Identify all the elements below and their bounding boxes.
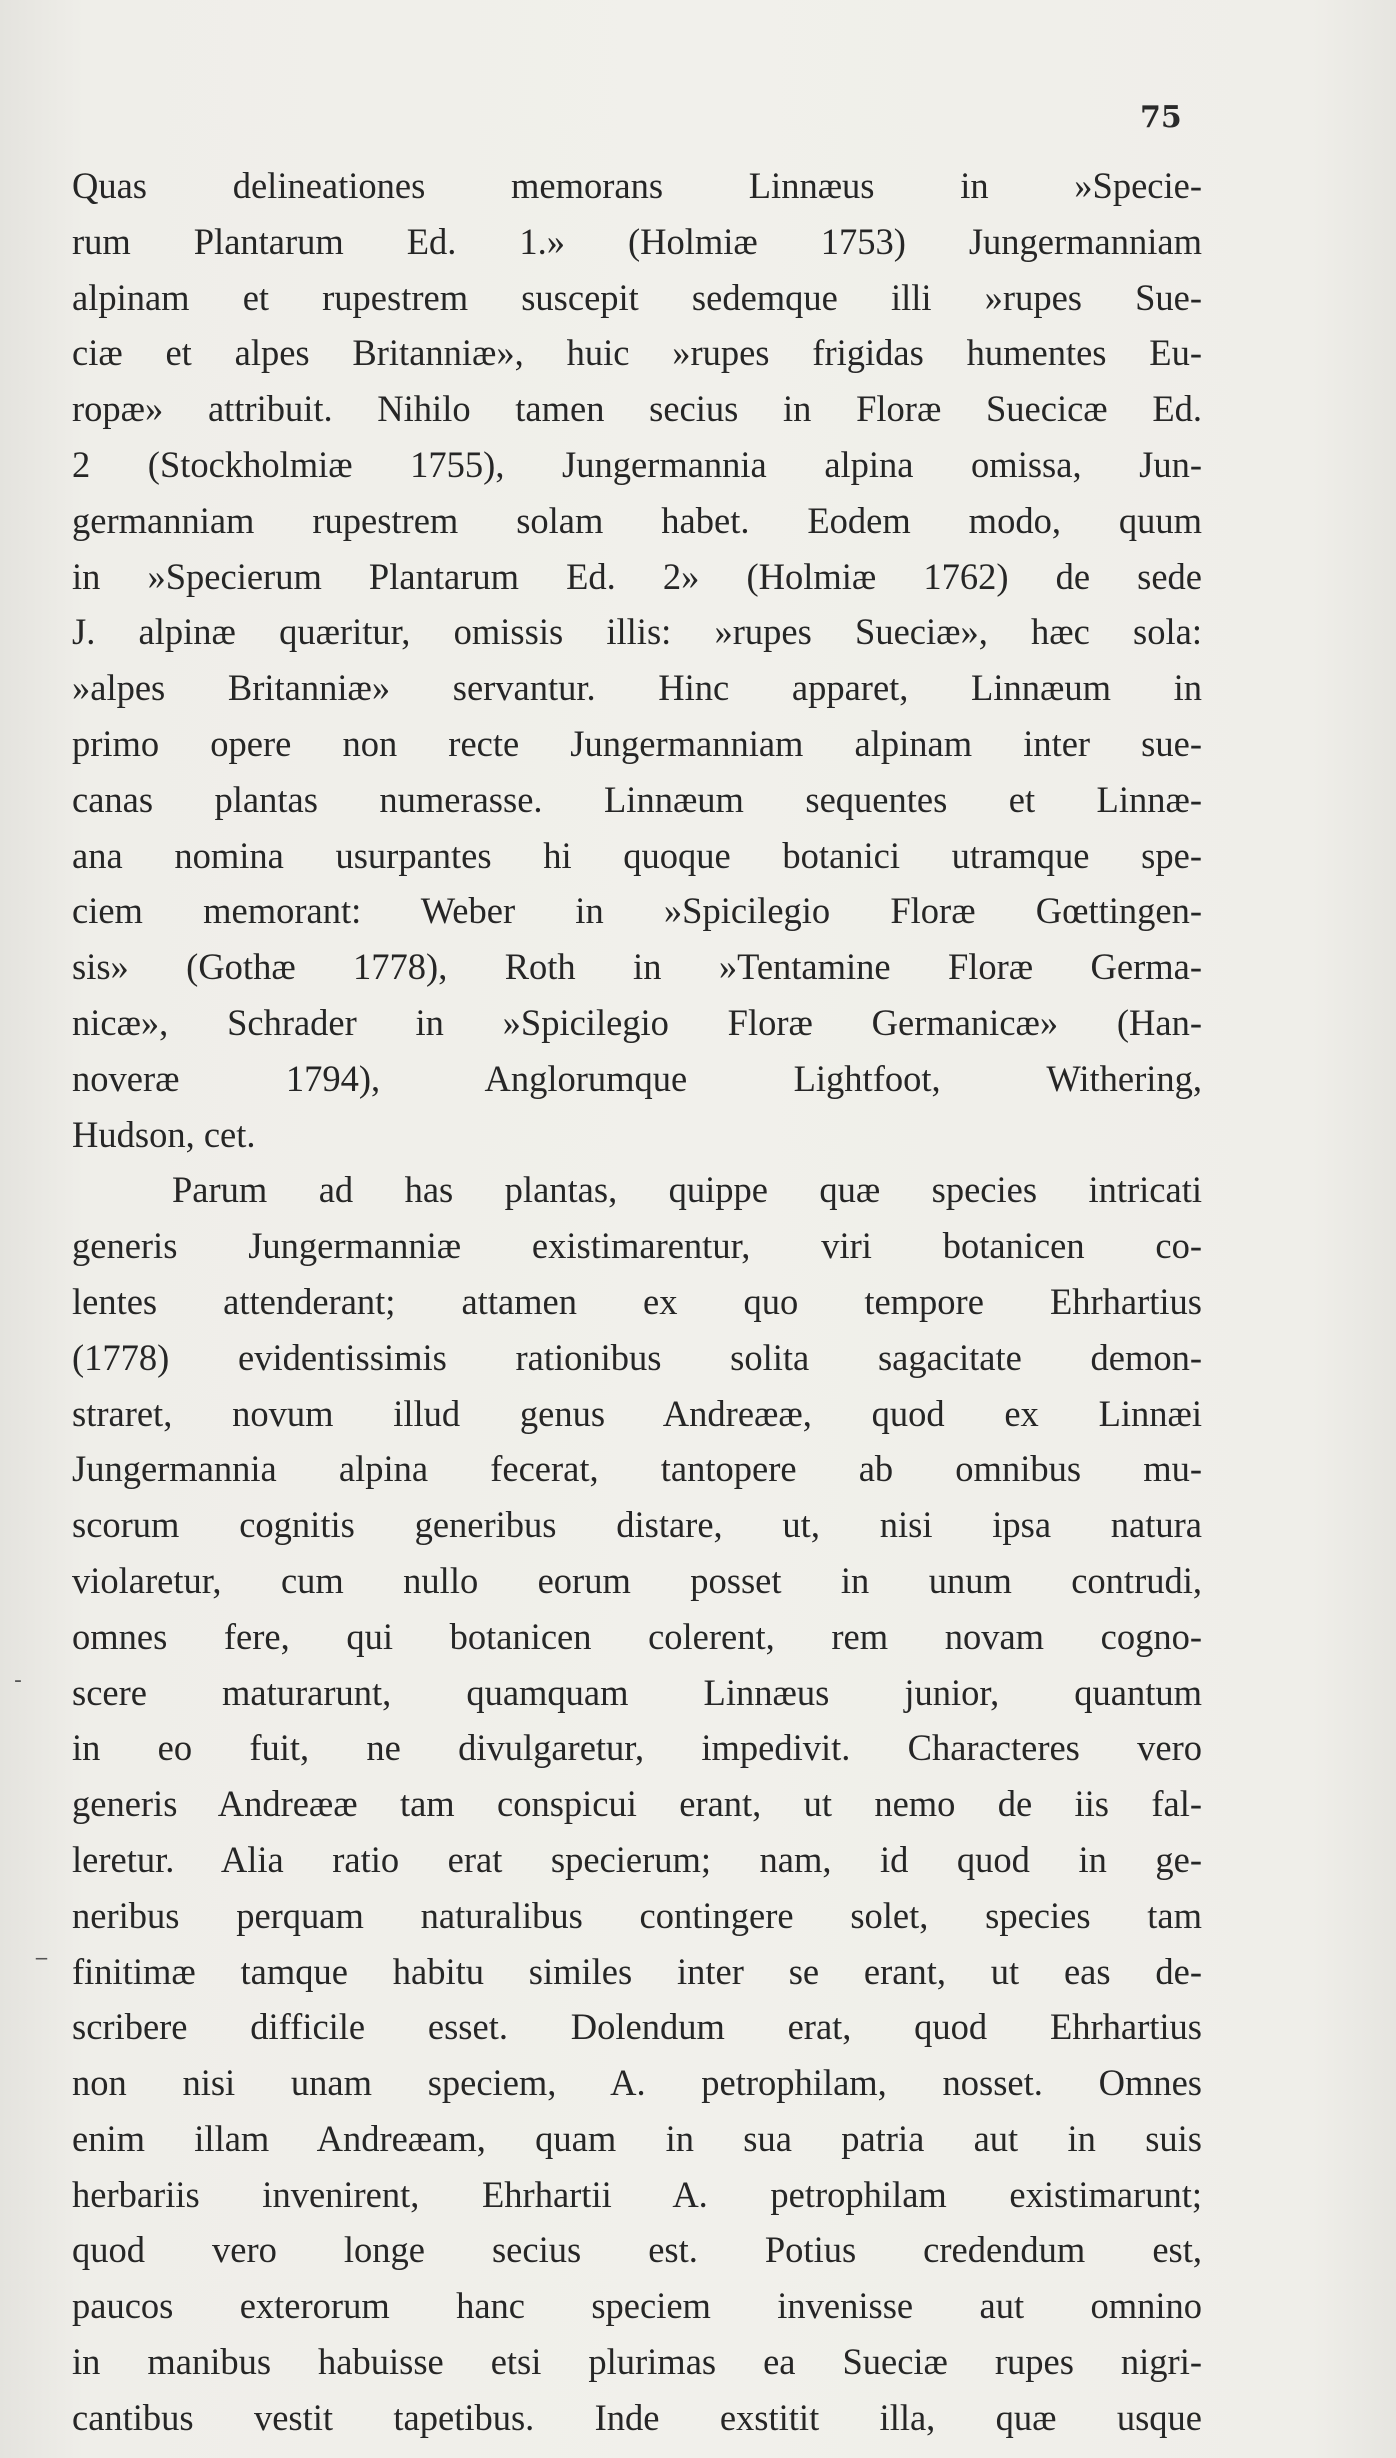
- text-line: straret, novum illud genus Andreææ, quod ex Linnæi: [72, 1392, 1202, 1434]
- text-line: in »Specierum Plantarum Ed. 2» (Holmiæ 1762) de sede: [72, 555, 1202, 597]
- text-line: primo opere non recte Jungermanniam alpinam inter sue-: [72, 722, 1202, 764]
- text-line: neribus perquam naturalibus contingere solet, species tam: [72, 1894, 1202, 1936]
- text-line: ana nomina usurpantes hi quoque botanici utramque spe-: [72, 834, 1202, 876]
- text-line: finitimæ tamque habitu similes inter se erant, ut eas de-: [72, 1950, 1202, 1992]
- text-line: paucos exterorum hanc speciem invenisse aut omnino: [72, 2285, 1202, 2327]
- text-line: violaretur, cum nullo eorum posset in unum contrudi,: [72, 1559, 1202, 1601]
- text-line: germanniam rupestrem solam habet. Eodem modo, quum: [72, 499, 1202, 541]
- text-line: omnes fere, qui botanicen colerent, rem novam cogno-: [72, 1615, 1202, 1657]
- text-line: herbariis invenirent, Ehrhartii A. petrophilam existimarunt;: [72, 2173, 1202, 2215]
- text-line: ciæ et alpes Britanniæ», huic »rupes frigidas humentes Eu-: [72, 332, 1202, 374]
- margin-mark: _: [36, 1935, 47, 1960]
- text-line: noveræ 1794), Anglorumque Lightfoot, Withering,: [72, 1057, 1202, 1099]
- text-line: alpinam et rupestrem suscepit sedemque illi »rupes Sue-: [72, 276, 1202, 318]
- text-line: sis» (Gothæ 1778), Roth in »Tentamine Floræ Germa-: [72, 946, 1202, 988]
- text-line: Parum ad has plantas, quippe quæ species intricati: [172, 1169, 1202, 1211]
- text-line: enim illam Andreæam, quam in sua patria aut in suis: [72, 2117, 1202, 2159]
- margin-mark: -: [14, 1668, 22, 1693]
- page-number: 75: [1140, 100, 1182, 135]
- text-line: quod vero longe secius est. Potius credendum est,: [72, 2229, 1202, 2271]
- text-line: J. alpinæ quæritur, omissis illis: »rupes Sueciæ», hæc sola:: [72, 611, 1202, 653]
- text-line: leretur. Alia ratio erat specierum; nam, id quod in ge-: [72, 1838, 1202, 1880]
- text-line: lentes attenderant; attamen ex quo tempore Ehrhartius: [72, 1280, 1202, 1322]
- text-line: in manibus habuisse etsi plurimas ea Sueciæ rupes nigri-: [72, 2341, 1202, 2383]
- text-line: non nisi unam speciem, A. petrophilam, nosset. Omnes: [72, 2062, 1202, 2104]
- text-line: Quas delineationes memorans Linnæus in »Specie-: [72, 165, 1202, 206]
- text-line: ropæ» attribuit. Nihilo tamen secius in Floræ Suecicæ Ed.: [72, 388, 1202, 430]
- text-line: generis Jungermanniæ existimarentur, viri botanicen co-: [72, 1225, 1202, 1267]
- text-line: (1778) evidentissimis rationibus solita sagacitate demon-: [72, 1336, 1202, 1378]
- text-line: 2 (Stockholmiæ 1755), Jungermannia alpina omissa, Jun-: [72, 443, 1202, 485]
- text-line: scribere difficile esset. Dolendum erat, quod Ehrhartius: [72, 2006, 1202, 2048]
- text-line: cantibus vestit tapetibus. Inde exstitit illa, quæ usque: [72, 2396, 1202, 2438]
- text-line: ciem memorant: Weber in »Spicilegio Floræ Gœttingen-: [72, 890, 1202, 932]
- text-line: »alpes Britanniæ» servantur. Hinc apparet, Linnæum in: [72, 667, 1202, 709]
- text-line: rum Plantarum Ed. 1.» (Holmiæ 1753) Jungermanniam: [72, 220, 1202, 262]
- body-text: [72, 158, 1202, 2446]
- text-line: generis Andreææ tam conspicui erant, ut nemo de iis fal-: [72, 1783, 1202, 1825]
- text-line: in eo fuit, ne divulgaretur, impedivit. Characteres vero: [72, 1727, 1202, 1769]
- text-line: Hudson, cet.: [72, 1113, 256, 1155]
- text-line: nicæ», Schrader in »Spicilegio Floræ Germanicæ» (Han-: [72, 1001, 1202, 1043]
- text-line: scorum cognitis generibus distare, ut, nisi ipsa natura: [72, 1504, 1202, 1546]
- text-line: scere maturarunt, quamquam Linnæus junior, quantum: [72, 1671, 1202, 1713]
- text-line: Jungermannia alpina fecerat, tantopere ab omnibus mu-: [72, 1448, 1202, 1490]
- text-line: canas plantas numerasse. Linnæum sequentes et Linnæ-: [72, 778, 1202, 820]
